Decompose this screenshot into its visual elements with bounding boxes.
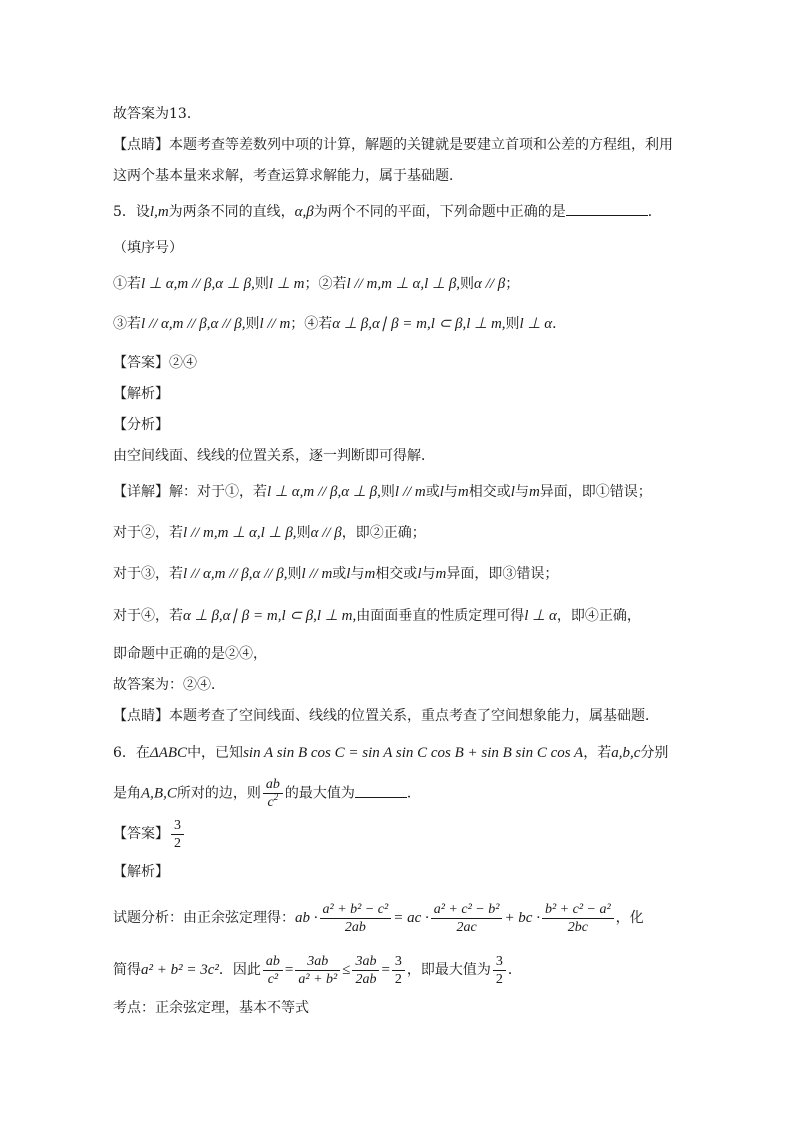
math: l // m,m ⊥ α,l ⊥ β, [183,525,297,541]
math: m [364,566,376,582]
text: ． [647,204,662,220]
math: α ⊥ β,α∣ β = m,l ⊂ β,l ⊥ m, [183,608,357,624]
text: 则 [254,276,269,292]
text: 则 [287,566,302,582]
math: α ⊥ β,α∣ β = m,l ⊂ β,l ⊥ m, [332,316,506,332]
text: 相交或 [468,484,511,500]
text: ，即④正确， [556,608,641,624]
section-label: 【点睛】 [113,708,169,724]
fraction [263,953,283,988]
answer-blank [566,201,648,216]
kaodian [113,998,309,1018]
text: 故答案为13． [113,106,201,122]
section-label: 【分析】 [113,417,169,433]
denominator: 2ac [456,919,477,935]
denominator: 2 [394,971,402,987]
math: A,B,C [141,785,177,802]
denominator: c² [267,971,279,987]
text: 则 [460,276,475,292]
fraction [320,901,392,936]
text: 与 [421,566,436,582]
math: l // m [394,484,426,500]
math: sin A sin B cos C = sin A sin C cos B + sin B sin C cos A [243,745,584,761]
text: 异面，即③错误； [446,566,559,582]
numerator: b² + c² − a² [542,901,614,919]
question-6-cont [113,776,421,811]
text: 对于②，若 [113,525,183,541]
answer-5 [113,353,197,373]
math: α // β [310,525,342,541]
text: 或 [332,566,347,582]
section-label: 【答案】 [113,355,169,371]
text: 相交或 [375,566,418,582]
text: ，即②正确； [341,525,426,541]
text: 中，已知 [187,745,244,761]
text: 试题分析： [113,910,183,926]
fraction [392,953,405,988]
text: 本题考查等差数列中项的计算，解题的关键就是要建立首项和公差的方程组，利用 [169,137,673,153]
numerator: 3ab [352,953,379,971]
fraction [542,901,614,936]
text: ④若 [304,316,333,332]
text: 即命题中正确的是②④， [113,646,267,662]
denominator: a² + b² [298,971,338,987]
text: 为两个不同的平面，下列命题中正确的是 [313,204,566,220]
question-6 [113,743,668,763]
math: l,m [149,204,169,220]
math: l // m [259,316,291,332]
text: ． [507,962,522,978]
text: 6．在 [113,745,150,761]
denominator: 2bc [567,919,588,935]
fenxi-text [113,446,435,466]
dianjing-2 [113,706,659,726]
text: （填序号） [113,240,183,256]
math: l // α,m // β,α // β, [141,316,246,332]
fraction-3-2 [171,817,184,852]
numerator: a² + b² − c² [320,901,392,919]
text: ； [304,276,319,292]
text: 的最大值为 [284,785,355,802]
text: 与 [443,484,458,500]
text: 5．设 [113,204,150,220]
fraction [493,953,506,988]
math: a,b,c [611,745,641,761]
numerator: 3 [493,953,506,971]
text: 解：对于①，若 [169,484,267,500]
math: ≤ [342,962,351,978]
text: 则 [296,525,311,541]
line-answer-13 [113,104,201,124]
text: 本题考查了空间线面、线线的位置关系，重点考查了空间想象能力，属基础题． [169,708,659,724]
analysis-line-1 [113,898,644,938]
text: 异面，即①错误； [539,484,652,500]
text: ②若 [318,276,347,292]
text: 分别 [640,745,669,761]
math: a² + b² = 3c² [141,962,219,978]
math: l [439,484,444,500]
math: m [435,566,447,582]
text: ； [505,276,520,292]
text: 由正余弦定理得： [183,910,295,926]
text: ①若 [113,276,141,292]
math: l // α,m // β,α // β, [183,566,288,582]
math: + bc · [504,910,540,926]
text: ； [290,316,305,332]
text: 考点：正余弦定理，基本不等式 [113,1000,309,1016]
section-label: 【答案】 [113,826,169,842]
math: α,β [294,204,314,220]
text: 对于④，若 [113,608,183,624]
section-label: 【解析】 [113,386,169,402]
text: 则 [380,484,395,500]
math: m [457,484,469,500]
fenxi-label [113,415,169,435]
detail-6 [113,675,225,695]
text: 与 [350,566,365,582]
text: ③若 [113,316,141,332]
math: l ⊥ α [524,608,557,624]
detail-2 [113,523,426,543]
numerator: 3 [392,953,405,971]
math: l [510,484,515,500]
analysis-line-2 [113,950,522,990]
question-5-note [113,238,183,258]
math: l ⊥ α,m // β,α ⊥ β, [141,276,255,292]
math: l [417,566,422,582]
math: ab · [295,910,318,926]
math: l // m [301,566,333,582]
math: l ⊥ α,m // β,α ⊥ β, [267,484,381,500]
denominator: 2ab [344,919,366,935]
fraction [352,953,379,988]
math: = [284,962,294,978]
fraction-ab-c2 [263,776,283,811]
jiexi-label-6 [113,862,169,882]
denominator: $c^2$ [267,792,279,810]
text: 对于③，若 [113,566,183,582]
propositions-3-4 [113,314,566,334]
numerator: ab [263,776,283,794]
text: 是角 [113,785,141,802]
denominator: 2 [174,835,181,851]
propositions-1-2 [113,274,519,294]
math: l ⊥ α [519,316,553,332]
text: 则 [245,316,260,332]
denominator: 2 [495,971,503,987]
dianjing-1 [113,135,673,155]
text: ，化 [615,910,644,926]
math: l // m,m ⊥ α,l ⊥ β, [346,276,461,292]
numerator: 3 [171,817,184,835]
text: 所对的边，则 [176,785,261,802]
text: ． [552,316,567,332]
math: l [346,566,351,582]
answer-blank [355,783,407,798]
math: ΔABC [149,745,188,761]
fraction [295,953,340,988]
detail-1 [113,482,652,502]
section-label: 【解析】 [113,864,169,880]
text: 由空间线面、线线的位置关系，逐一判断即可得解． [113,448,435,464]
detail-4 [113,606,641,626]
section-label: 【点睛】 [113,137,169,153]
numerator: 3ab [295,953,340,971]
numerator: a² + c² − b² [431,901,503,919]
text: ，若 [583,745,612,761]
text: 故答案为：②④． [113,677,225,693]
text: ，即最大值为 [406,962,491,978]
dianjing-1-cont [113,166,463,186]
question-5 [113,201,662,222]
denominator: 2ab [355,971,377,987]
text: 与 [514,484,529,500]
text: 由面面垂直的性质定理可得 [356,608,525,624]
text: ． [406,785,421,802]
answer-6 [113,814,186,854]
text: 简得 [113,962,141,978]
section-label: 【详解】 [113,484,169,500]
jiexi-label [113,384,169,404]
text: 这两个基本量来求解，考查运算求解能力，属于基础题． [113,168,463,184]
math: m [528,484,540,500]
den-base: c [267,795,274,810]
text: 为两条不同的直线， [168,204,295,220]
math: = [381,962,390,978]
detail-3 [113,564,558,584]
detail-5 [113,644,267,664]
text: ．因此 [218,962,261,978]
text: 或 [425,484,440,500]
math: α // β [474,276,506,292]
numerator: ab [263,953,283,971]
text: 则 [505,316,520,332]
math: l ⊥ m [268,276,305,292]
math: = ac · [393,910,429,926]
text: ②④ [169,355,197,371]
fraction [431,901,503,936]
